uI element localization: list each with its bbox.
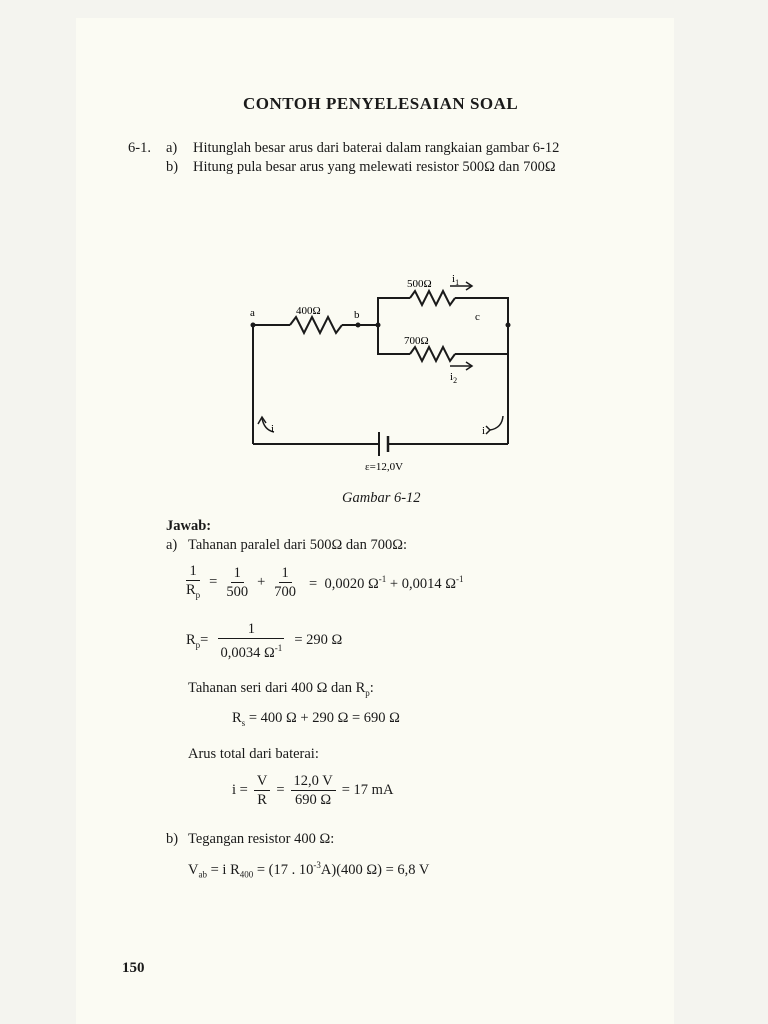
problem-a-text: Hitunglah besar arus dari baterai dalam rangkaian gambar 6-12 [193, 140, 560, 156]
frac-1-over-700: $\frac{1}{700}$ [274, 565, 297, 601]
solution-b-label: b) [166, 831, 179, 847]
emf-label: ε=12,0V [365, 461, 404, 473]
i2-label: $i_2$ [450, 371, 458, 385]
frac-1-over-rp: $\frac{1}{R_p}$ [186, 563, 201, 600]
resistor-400 [290, 317, 342, 333]
problem-b-label: b) [166, 159, 179, 175]
i-right-label: i [482, 425, 486, 437]
total-current-intro: Arus total dari baterai: [188, 746, 319, 762]
i1-label: $i_1$ [452, 273, 460, 287]
frac-1-over-500: $\frac{1}{500}$ [226, 565, 249, 601]
equation-rp: $R_p=$ $\frac{1}{0,0034 \Omega^{-1}}$ = 290 Ω [186, 621, 343, 661]
i-left-label: i [271, 423, 275, 435]
figure-caption: Gambar 6-12 [342, 490, 421, 506]
page-title: CONTOH PENYELESAIAN SOAL [243, 94, 519, 113]
equation-parallel: $\frac{1}{R_p}$ = $\frac{1}{500}$ + $\frac{1}{700}$ = 0,0020 $\Omega^{-1} + 0,0014$ $\Omega^{-1}$ [183, 562, 463, 604]
node-a-label: a [250, 307, 255, 319]
problem-a-label: a) [166, 140, 178, 156]
node-b-label: b [354, 309, 360, 321]
frac-rp-value: $\frac{1}{0,0034 \Omega^{-1}}$ [216, 620, 286, 662]
circuit-diagram [240, 272, 530, 482]
r400-label: 400Ω [296, 305, 321, 317]
r500-label: 500Ω [407, 278, 432, 290]
solution-b-intro: Tegangan resistor 400 Ω: [188, 831, 335, 847]
series-intro: Tahanan seri dari 400 Ω dan $R_p$: [188, 680, 374, 698]
solution-a-intro: Tahanan paralel dari 500Ω dan 700Ω: [188, 537, 408, 553]
page-number: 150 [122, 960, 145, 976]
frac-v-over-r: $\frac{V}{R}$ [254, 772, 270, 809]
equation-vab: $V_{ab} = i$ $R_{400} = (17$ . $10^{-3}A)(400$ Ω) = 6,8 V [188, 860, 430, 880]
equation-rs: $R_s = 400$ Ω + 290 Ω = 690 Ω [232, 710, 400, 728]
node-c-label: c [475, 311, 480, 323]
equation-total-current: i = $\frac{V}{R}$ = $\frac{12,0 V}{690 \Omega}$ = 17 mA [232, 773, 394, 808]
problem-number: 6-1. [128, 140, 151, 156]
solution-a-label: a) [166, 537, 178, 553]
frac-values: $\frac{12,0 V}{690 \Omega}$ [291, 772, 336, 809]
resistor-700 [410, 347, 455, 361]
solution-heading: Jawab: [166, 518, 212, 534]
problem-b-text: Hitung pula besar arus yang melewati resistor 500Ω dan 700Ω [193, 159, 556, 175]
resistor-500 [410, 291, 455, 305]
r700-label: 700Ω [404, 335, 429, 347]
